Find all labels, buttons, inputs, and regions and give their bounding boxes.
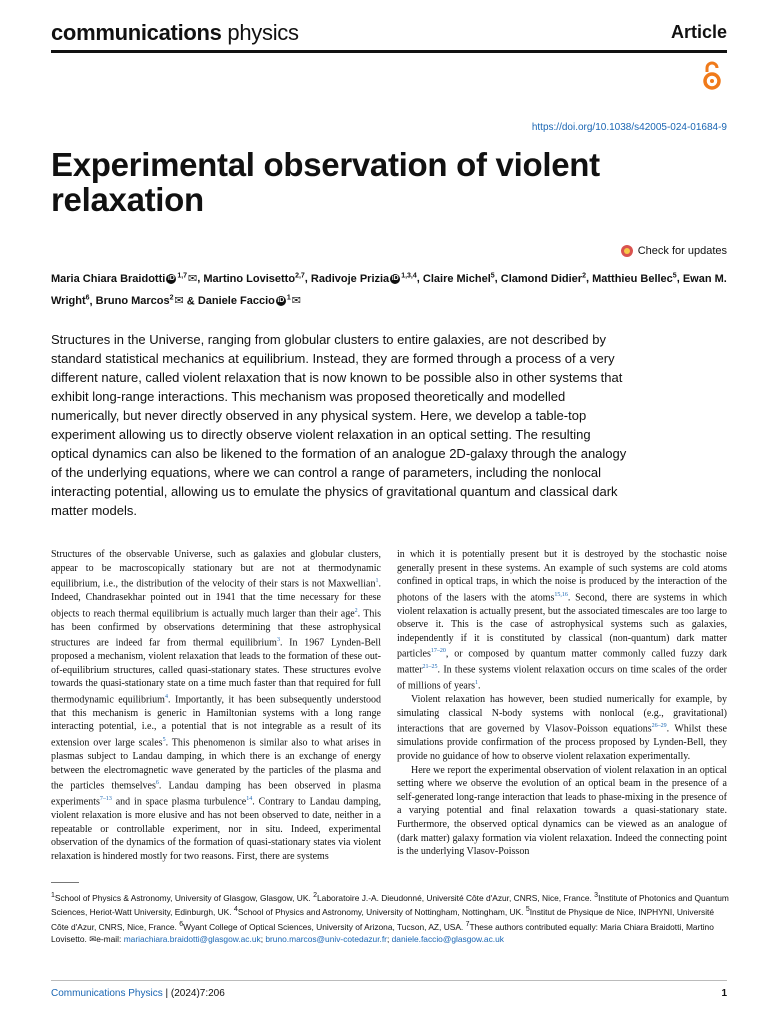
author [198,295,301,307]
citation-ref[interactable]: 4 [164,693,168,700]
affiliation-number: 3 [594,892,599,899]
affiliation-text: Laboratoire J.-A. Dieudonné, Université Côte d'Azur, CNRS, Nice, France. [317,892,595,903]
author-name[interactable]: Matthieu Bellec [592,272,673,285]
check-updates-label: Check for updates [637,245,727,257]
citation-ref[interactable]: 7–13 [99,796,112,803]
citation-ref[interactable]: 1 [475,680,479,687]
author [96,295,184,307]
author-name[interactable]: Daniele Faccio [197,295,275,308]
header-rule [51,50,727,53]
author-name[interactable]: Claire Michel [422,272,491,285]
open-access-icon [701,60,723,92]
author [592,273,677,285]
email-link[interactable]: daniele.faccio@glasgow.ac.uk [391,933,504,944]
email-link[interactable]: bruno.marcos@univ-cotedazur.fr [265,933,387,944]
citation-ref[interactable]: 2 [354,607,358,614]
body-column-left [51,548,381,863]
email-icon[interactable]: ✉ [188,272,198,285]
citation-ref[interactable]: 6 [155,780,159,787]
journal-logo: communications physics [51,20,299,45]
citation-ref[interactable]: 15,16 [554,591,568,598]
affiliation-number: 6 [179,920,184,928]
author-affiliation-number: 6 [85,294,90,302]
affiliation-number: 2 [313,892,317,899]
check-for-updates-button[interactable] [621,245,727,257]
footer-rule [51,980,727,981]
author [423,273,495,285]
abstract: Structures in the Universe, ranging from globular clusters to entire galaxies, are not described by standard statistical mechanics at equilibrium. Instead, they are formed through a process of a very different nature, called violent relaxation that is now known to be possible also in other systems that exhibit long-range interactions. This mechanism was proposed theoretically and modelled numerically, but never directly observed in any physical system. Here, we develop a table-top experiment allowing us to directly observe violent relaxation in an optical setting. The resulting optical dynamics can also be likened to the formation of an analogue 2D-galaxy through the analogy of the underlying equations, where we can control a range of parameters, including the nonlocal interacting potential, allowing us to emulate the physics of gravitational quantum and classical dark matter models. [51,332,627,518]
email-label: e-mail: [96,933,124,944]
body-paragraph: in which it is potentially present but it is destroyed by the stochastic noise generally present in these systems. An example of such systems are cold atoms confined in optical traps, in which the noise is produced by the interaction of the photons of the lasers with the atoms$^{15,16}$. Second, there are systems in which violent relaxation is actually present, but the associated timescales are too large to observe it. This is the case of astrophysical systems such as galaxies, independently if it is constituted by classical (non-quantum) dark matter particles$^{17-20}$, or composed by quantum matter commonly called fuzzy dark matter$^{21-25}$. In these systems violent relaxation occurs on time scales of the order of millions of years$^1$. [397,549,727,692]
author-affiliation-number: 2 [582,272,586,279]
author-affiliation-number: 5 [672,272,677,279]
body-paragraph: Violent relaxation has however, been studied numerically for example, by simulating classical N-body systems with nonlocal (e.g., gravitational) interactions that are governed by Vlasov-Poisson equations$^{26-29}$. Whilst these simulations provide confirmation of the process proposed by Lynden-Bell, they provide no guidance of how to observe violent relaxation experimentally. [397,694,727,762]
affiliation-text: These authors contributed equally: Maria Chiara Braidotti, Martino Lovisetto. [51,921,714,944]
affiliation-number: 5 [525,906,530,914]
citation-ref[interactable]: 1 [375,578,379,585]
author-affiliation-number: 2 [169,294,174,302]
author-name[interactable]: Radivoje Prizia [310,272,390,285]
author-name[interactable]: Bruno Marcos [95,295,170,308]
affiliation-text: School of Physics and Astronomy, University of Nottingham, Nottingham, UK. [237,907,526,918]
check-updates-icon [621,245,633,257]
author-name[interactable]: Clamond Didier [500,272,583,285]
body-column-right [397,548,727,859]
email-icon: ✉ [89,933,97,944]
affiliation-text: Institute of Photonics and Quantum Sciences, Heriot-Watt University, Edinburgh, UK. [51,892,729,918]
page-number: 1 [721,988,727,999]
author-affiliation-number: 5 [490,272,495,279]
author [311,273,417,285]
affiliations-footnote: $^1$School of Physics & Astronomy, University of Glasgow, Glasgow, UK. $^2$Laboratoire J.-A. Dieudonné, Université Côte d'Azur, CNRS, Nice, France. $^3$Institute of Photonics and Quantum Sciences, Heriot-Watt University, Edinburgh, UK. $^4$School of Physics and Astronomy, University of Nottingham, Nottingham, UK. $^5$Institut de Physique de Nice, INPHYNI, Université Côte d'Azur, CNRS, Nice, France. $^6$Wyant College of Optical Sciences, University of Arizona, Tucson, AZ, USA. $^7$These authors contributed equally: Maria Chiara Braidotti, Martino Lovisetto. ✉e-mail: mariachiara.braidotti@glasgow.ac.uk; bruno.marcos@univ-cotedazur.fr; daniele.faccio@glasgow.ac.uk [51,892,729,944]
email-link[interactable]: mariachiara.braidotti@glasgow.ac.uk [123,933,261,944]
citation-ref[interactable]: 3 [276,637,280,644]
orcid-icon[interactable]: iD [167,274,175,282]
orcid-icon[interactable]: iD [277,297,285,305]
author-name[interactable]: Martino Lovisetto [203,272,296,285]
citation-ref[interactable]: 26–29 [651,723,667,730]
citation-ref[interactable]: 5 [162,737,166,744]
footer-citation [51,988,225,999]
author-affiliation-number: 1 [286,294,291,302]
citation-ref[interactable]: 21–25 [422,664,438,671]
email-icon[interactable]: ✉ [291,295,301,308]
affiliation-number: 1 [51,892,55,899]
body-paragraph: Structures of the observable Universe, such as galaxies and globular clusters, appear to be macroscopically stationary but are not at thermodynamic equilibrium, i.e., the distribution of the velocity of their stars is not Maxwellian$^1$. Indeed, Chandrasekhar pointed out in 1941 that the time necessary for these objects to reach thermal equilibrium is actually much larger than their age$^2$. This has been confirmed by observations determining that these astrophysical structures are indeed far from thermal equilibrium$^3$. In 1967 Lynden-Bell proposed a mechanism, violent relaxation that leads to the formation of these out-of-equilibrium structures, called quasi-stationary states. These structures evolve towards the quasi-stationary state on a time much faster than that required for full thermodynamic equilibrium$^4$. Importantly, it has been subsequently understood that this mechanism is generic in Hamiltonian systems with a long range interacting potential, i.e., a potential that is not integrable as a result of its extension over large scales$^5$. This phenomenon is similar also to what arises in plasmas subject to Landau damping, in which there is an exchange of energy between the electromagnetic wave generated by the particles of the plasma and the particles themselves$^6$. Landau damping has been observed in plasma experiments$^{7-13}$ and in space plasma turbulence$^{14}$. Contrary to Landau damping, violent relaxation is more elusive and has not been observed to date, neither in a repeatable or controllable experiment, nor in situ. Indeed, experimental observation of the dynamics of the formation of quasi-stationary states via violent relaxation is hindered mostly for two reasons. First, there are systems [51,549,382,862]
affiliation-text: School of Physics & Astronomy, University of Glasgow, Glasgow, UK. [54,892,314,903]
affiliation-number: 4 [233,906,238,914]
author [501,273,586,285]
author-list: Maria Chiara Braidotti iD $^{1,7}$✉, Martino Lovisetto$^{2,7}$, Radivoje Prizia iD $^{1,3,4}$, Claire Michel$^5$, Clamond Didier$^2$, Matthieu Bellec$^5$, Ewan M. Wright$^6$, Bruno Marcos$^2$✉ & Daniele Faccio iD $^1$✉ [51,266,731,311]
author [203,273,304,285]
author-affiliation-number: 1,3,4 [401,272,417,279]
author [51,273,197,285]
citation-ref[interactable]: 14 [246,796,253,803]
author-name[interactable]: Maria Chiara Braidotti [51,272,166,285]
author-name[interactable]: Ewan M. Wright [51,272,727,308]
footer-journal-link[interactable]: Communications Physics [51,988,163,999]
article-type-label: Article [670,22,727,42]
page-title: Experimental observation of violent relaxation [51,146,600,218]
affiliation-text: Institut de Physique de Nice, INPHYNI, Université Côte d'Azur, CNRS, Nice, France. [51,907,715,932]
affiliation-text: Wyant College of Optical Sciences, University of Arizona, Tucson, AZ, USA. [183,921,466,932]
affiliation-number: 7 [465,920,470,928]
citation-ref[interactable]: 17–20 [430,648,446,655]
footer-volume: | (2024)7:206 [162,988,225,999]
orcid-icon[interactable]: iD [391,274,399,282]
doi-link[interactable]: https://doi.org/10.1038/s42005-024-01684-9 [531,122,727,133]
email-icon[interactable]: ✉ [174,295,184,308]
author-affiliation-number: 1,7 [177,272,188,279]
author-affiliation-number: 2,7 [295,272,305,279]
footnote-rule [51,882,79,883]
body-paragraph: Here we report the experimental observation of violent relaxation in an optical setting where we observe the evolution of an optical beam in the presence of a self-generated long-range interaction that leads to phase-mixing in the presence of a varying potential and final relaxation towards a quasi-stationary state. Furthermore, the observed optical dynamics can be viewed as an analogue of (dark matter) galaxy formation via violent relaxation. Indeed the connecting point is the underlying Vlasov-Poisson [397,764,727,858]
